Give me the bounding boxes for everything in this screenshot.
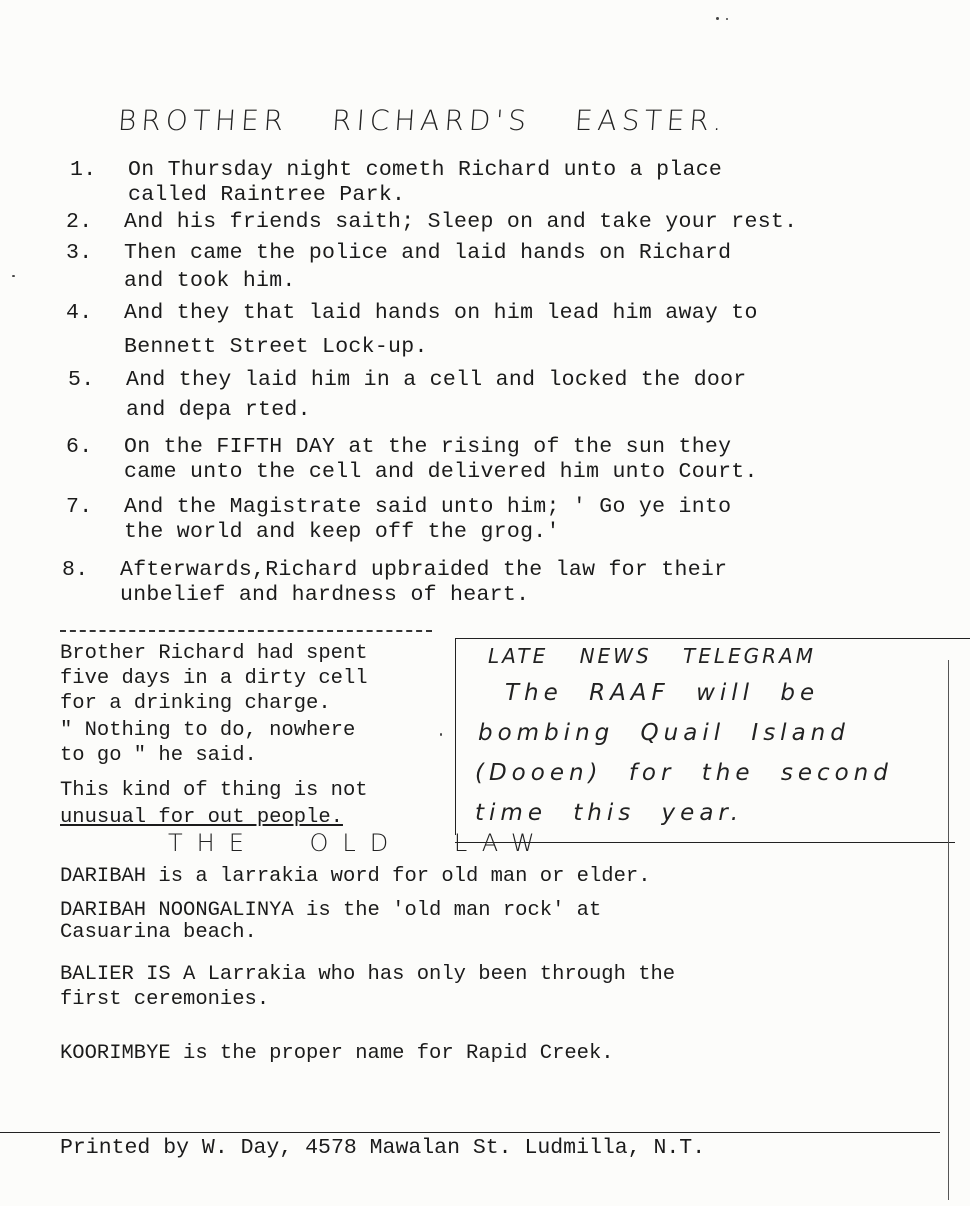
verse-line: And the Magistrate said unto him; ' Go ye into <box>124 495 732 519</box>
page-title: BROTHER RICHARD'S EASTER. <box>116 104 728 137</box>
law-entry-line: DARIBAH is a larrakia word for old man or elder. <box>60 865 651 888</box>
verse-3 <box>66 241 946 295</box>
verse-number: 2. <box>66 210 93 234</box>
law-entry-line: DARIBAH NOONGALINYA is the 'old man rock' at <box>60 899 602 922</box>
verse-line: Bennett Street Lock-up. <box>124 335 428 359</box>
verse-1 <box>70 158 950 210</box>
scan-edge-line <box>948 660 949 1200</box>
law-entry-line: Casuarina beach. <box>60 921 257 944</box>
verse-line: And they laid him in a cell and locked the door <box>126 368 747 392</box>
verse-line: And they that laid hands on him lead him away to <box>124 301 758 325</box>
printer-credit: Printed by W. Day, 4578 Mawalan St. Ludmilla, N.T. <box>60 1136 706 1160</box>
footer-rule <box>0 1132 940 1133</box>
verse-line: Then came the police and laid hands on Richard <box>124 241 732 265</box>
note-closing-line: This kind of thing is not <box>60 779 368 802</box>
verse-line: On Thursday night cometh Richard unto a place <box>128 158 723 182</box>
verse-number: 7. <box>66 495 93 519</box>
verse-line: and depa rted. <box>126 398 311 422</box>
note-line: to go " he said. <box>60 744 257 767</box>
note-line: for a drinking charge. <box>60 692 331 715</box>
scan-speck <box>12 275 15 277</box>
telegram-heading: LATE NEWS TELEGRAM <box>488 644 816 668</box>
verse-line: And his friends saith; Sleep on and take your rest. <box>124 210 798 234</box>
law-entry-line: KOORIMBYE is the proper name for Rapid Creek. <box>60 1042 614 1065</box>
verse-2 <box>66 210 946 238</box>
note-line: five days in a dirty cell <box>60 667 368 690</box>
verse-line: unbelief and hardness of heart. <box>120 583 530 607</box>
dashed-divider <box>60 630 432 632</box>
law-heading: THE OLD LAW <box>168 829 549 857</box>
law-entry-line: BALIER IS A Larrakia who has only been through the <box>60 963 676 986</box>
verse-4 <box>66 301 946 363</box>
verse-line: and took him. <box>124 269 296 293</box>
verse-number: 8. <box>62 558 89 582</box>
verse-6 <box>66 435 946 487</box>
verse-line: the world and keep off the grog.' <box>124 520 560 544</box>
verse-number: 1. <box>70 158 97 182</box>
verse-line: called Raintree Park. <box>128 183 406 207</box>
note-line: " Nothing to do, nowhere <box>60 719 356 742</box>
telegram-line: time this year. <box>475 800 744 826</box>
verse-number: 3. <box>66 241 93 265</box>
telegram-line: (Dooen) for the second <box>475 760 893 786</box>
scan-speck <box>726 18 728 20</box>
scan-speck <box>440 733 442 736</box>
verse-line: Afterwards,Richard upbraided the law for their <box>120 558 728 582</box>
telegram-line: The RAAF will be <box>505 680 820 706</box>
telegram-line: bombing Quail Island <box>478 720 850 746</box>
verse-line: On the FIFTH DAY at the rising of the sun they <box>124 435 732 459</box>
verse-5 <box>68 368 948 424</box>
verse-number: 6. <box>66 435 93 459</box>
verse-number: 5. <box>68 368 95 392</box>
law-entry-line: first ceremonies. <box>60 988 270 1011</box>
verse-line: came unto the cell and delivered him unto Court. <box>124 460 758 484</box>
verse-number: 4. <box>66 301 93 325</box>
scan-speck <box>716 17 719 20</box>
note-closing-line: unusual for out people. <box>60 806 343 829</box>
note-line: Brother Richard had spent <box>60 642 368 665</box>
verse-8 <box>62 558 942 610</box>
verse-7 <box>66 495 946 547</box>
